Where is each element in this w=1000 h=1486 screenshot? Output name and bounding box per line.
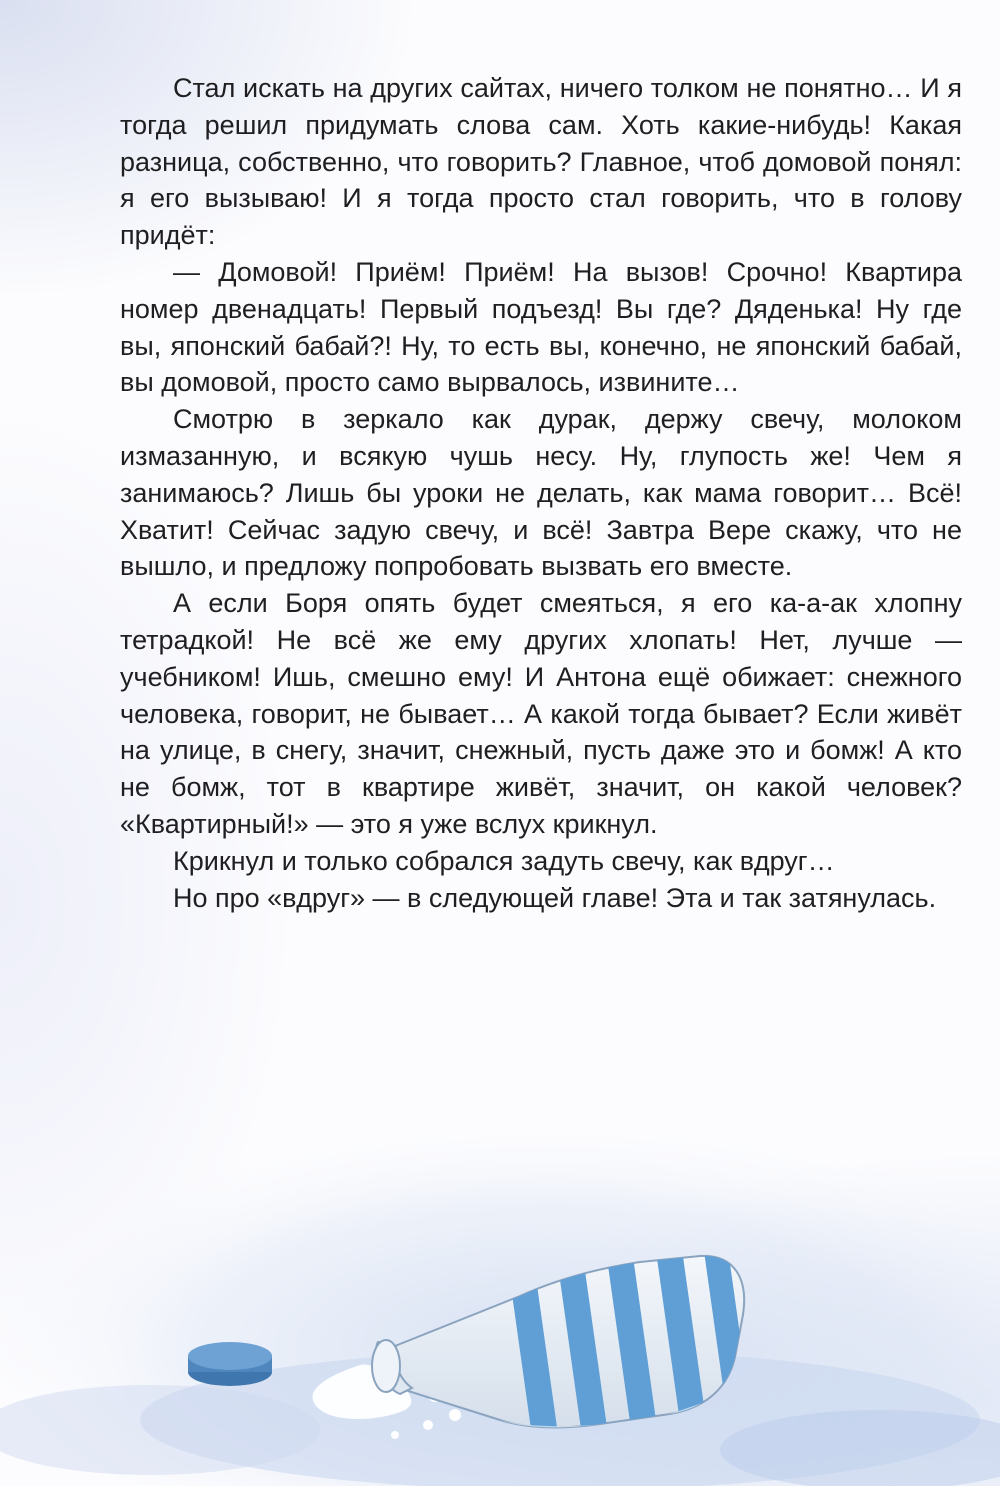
story-text: [120, 70, 962, 916]
paragraph-4: А если Боря опять будет смеяться, я его ка-а-ак хлопну тетрадкой! Не всё же ему других хлопать! Нет, лучше — учебником! Ишь, смешно ему! И Антона ещё обижает: снежного человека, говорит, не бывает… А какой тогда бывает? Если живёт на улице, в снегу, значит, снежный, пусть даже это и бомж! А кто не бомж, тот в квартире живёт, значит, он какой человек? «Квартирный!» — это я уже вслух крикнул.: [120, 588, 962, 839]
spilled-milk-bottle-icon: [0, 1090, 1000, 1486]
paragraph-1: Стал искать на других сайтах, ничего толком не понятно… И я тогда решил придумать слова сам. Хоть какие-нибудь! Какая разница, собственно, что говорить? Главное, чтоб домовой понял: я его вызываю! И я тогда просто стал говорить, что в голову придёт:: [120, 73, 962, 251]
paragraph-3: Смотрю в зеркало как дурак, держу свечу, молоком измазанную, и всякую чушь несу. Ну, глупость же! Чем я занимаюсь? Лишь бы уроки не делать, как мама говорит… Всё! Хватит! Сейчас задую свечу, и всё! Завтра Вере скажу, что не вышло, и предложу попробовать вызвать его вместе.: [120, 404, 962, 582]
paragraph-6: Но про «вдруг» — в следующей главе! Эта и так затянулась.: [173, 882, 937, 913]
paragraph-5: Крикнул и только собрался задуть свечу, как вдруг…: [173, 845, 835, 876]
paragraph-2: — Домовой! Приём! Приём! На вызов! Срочно! Квартира номер двенадцать! Первый подъезд! Вы где? Дяденька! Ну где вы, японский бабай?! Ну, то есть вы, конечно, не японский бабай, вы домовой, просто само вырвалось, извините…: [120, 256, 962, 398]
